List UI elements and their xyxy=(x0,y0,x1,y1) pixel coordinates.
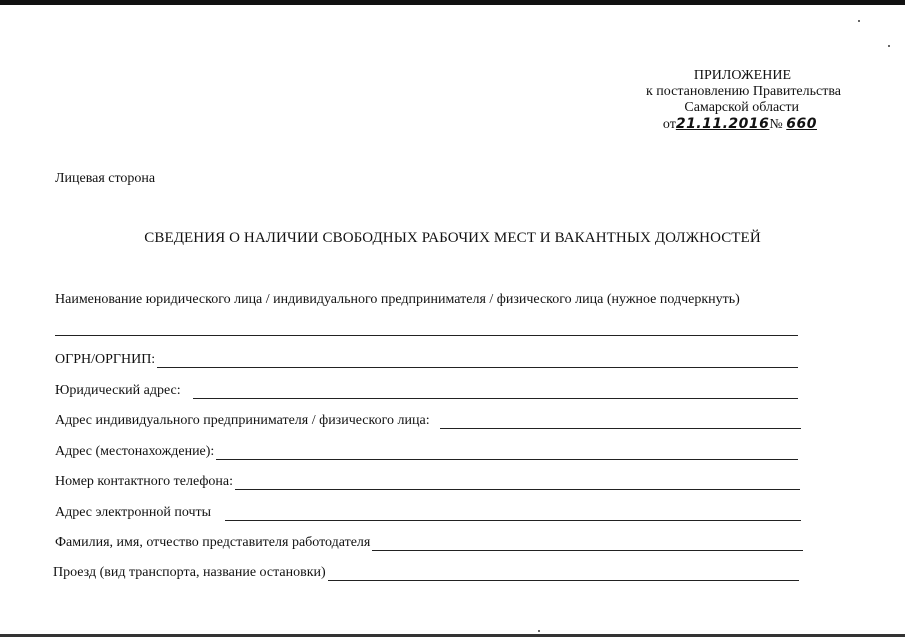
legal-address-label: Юридический адрес: xyxy=(55,383,181,398)
entity-name-label: Наименование юридического лица / индивидуального предпринимателя / физического лица (нужное подчеркнуть) xyxy=(55,292,740,307)
legal-address-blank-line[interactable] xyxy=(193,384,798,399)
representative-field xyxy=(55,535,803,551)
location-address-field xyxy=(55,444,798,460)
ogrn-field xyxy=(55,352,798,368)
phone-blank-line[interactable] xyxy=(235,475,800,490)
legal-address-field xyxy=(55,383,798,399)
ogrn-blank-line[interactable] xyxy=(157,353,798,368)
appendix-date-number xyxy=(581,116,841,133)
appendix-block xyxy=(581,68,841,133)
handwritten-date: 21.11.2016 xyxy=(675,116,770,132)
entity-name-blank-line[interactable] xyxy=(55,335,798,336)
email-blank-line[interactable] xyxy=(225,506,801,521)
number-prefix: № xyxy=(769,117,783,132)
scan-top-border xyxy=(0,0,905,5)
scan-speck xyxy=(538,630,540,632)
representative-label: Фамилия, имя, отчество представителя работодателя xyxy=(55,535,371,550)
scan-bottom-border xyxy=(0,634,905,637)
phone-field xyxy=(55,474,800,490)
document-heading: СВЕДЕНИЯ О НАЛИЧИИ СВОБОДНЫХ РАБОЧИХ МЕСТ И ВАКАНТНЫХ ДОЛЖНОСТЕЙ xyxy=(144,230,761,246)
ip-address-blank-line[interactable] xyxy=(440,414,801,429)
appendix-decree-line: к постановлению Правительства xyxy=(645,84,841,99)
scan-speck xyxy=(858,20,860,22)
date-prefix: от xyxy=(662,117,676,132)
transport-label: Проезд (вид транспорта, название остановки) xyxy=(53,565,326,580)
ip-address-field xyxy=(55,413,801,429)
location-address-blank-line[interactable] xyxy=(216,445,798,460)
transport-field xyxy=(53,565,799,581)
face-side-label: Лицевая сторона xyxy=(55,171,156,186)
ip-address-label: Адрес индивидуального предпринимателя / физического лица: xyxy=(55,413,430,428)
transport-blank-line[interactable] xyxy=(328,566,799,581)
scan-speck xyxy=(888,45,890,47)
email-label: Адрес электронной почты xyxy=(55,505,212,520)
representative-blank-line[interactable] xyxy=(372,536,803,551)
handwritten-number: 660 xyxy=(786,116,817,132)
phone-label: Номер контактного телефона: xyxy=(55,474,233,489)
location-address-label: Адрес (местонахождение): xyxy=(55,444,215,459)
appendix-title: ПРИЛОЖЕНИЕ xyxy=(693,68,791,83)
appendix-region-line: Самарской области xyxy=(684,100,799,115)
email-field xyxy=(55,505,801,521)
ogrn-label: ОГРН/ОРГНИП: xyxy=(55,352,156,367)
